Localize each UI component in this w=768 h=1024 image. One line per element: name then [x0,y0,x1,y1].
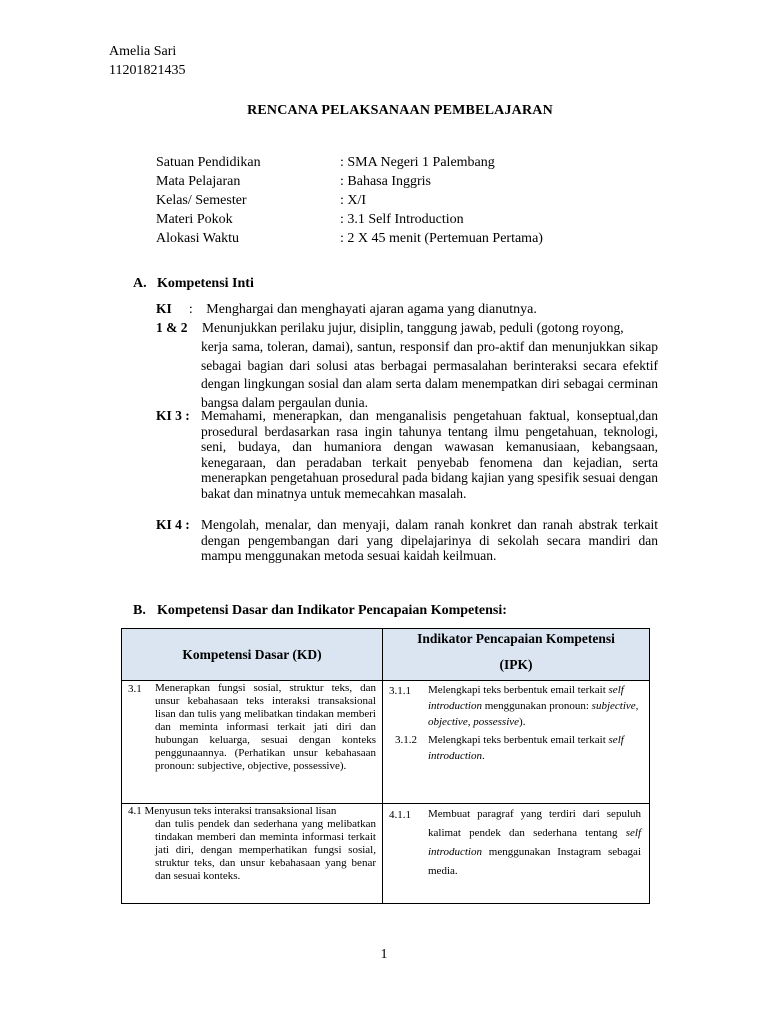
identity-row [156,191,543,210]
ipk-text: Melengkapi teks berbentuk email terkait [428,734,606,746]
identity-row [156,153,543,172]
ki4-text: Mengolah, menalar, dan menyaji, dalam ranah konkret dan ranah abstrak terkait dengan pengembangan dari yang dipelajarinya di sekolah secara mandiri dan mampu menggunakan metoda sesuai kaidah keilmuan. [201,517,658,564]
ipk-italic: self introduction [428,684,624,712]
section-a-heading [133,276,254,292]
author-name: Amelia Sari [109,44,177,59]
ipk-text: . [481,750,485,762]
ki3-colon: : [185,408,190,423]
identity-label: Mata Pelajaran [156,174,241,189]
ipk-cell-1 [383,681,650,804]
kd-first-line [128,805,376,818]
author-id: 11201821435 [109,63,186,78]
header-ipk [383,629,650,681]
kd-text: dan tulis pendek dan sederhana yang melibatkan tindakan memberi dan meminta informasi terkait jati diri, dengan memperhatikan fungsi sosial, struktur teks, dan unsur kebahasaan yang benar dan sesuai konteks. [155,818,376,882]
kd-number: 3.1 [128,683,142,695]
ipk-text: menggunakan pronoun: [484,700,589,712]
ipk-number: 3.1.1 [389,685,411,697]
table-row [122,681,650,804]
ipk-italic: subjective, objective, possessive [428,700,639,728]
kd-ipk-table [121,628,650,904]
kd-text: Menyusun teks interaksi transaksional lisan [144,805,337,817]
ipk-cell-2 [383,804,650,904]
ki3-text: Memahami, menerapkan, dan menganalisis pengetahuan faktual, konseptual,dan prosedural berdasarkan rasa ingin tahunya tentang ilmu pengetahuan, teknologi, seni, budaya, dan humaniora dengan wawasan kemanusiaan, kebangsaan, kenegaraan, dan peradaban terkait penyebab fenomena dan kejadian, serta menerapkan pengetahuan prosedural pada bidang kajian yang spesifik sesuai dengan bakat dan minatnya untuk memecahkan masalah. [201,408,658,501]
ipk-number: 4.1.1 [389,809,411,821]
header-ipk-line1: Indikator Pencapaian Kompetensi [417,631,615,646]
identity-label: Alokasi Waktu [156,231,239,246]
ki4-colon: : [185,517,190,532]
identity-value: : 3.1 Self Introduction [340,212,464,227]
ki4-head [156,517,190,533]
kd-number: 4.1 [128,805,142,817]
identity-label: Materi Pokok [156,212,233,227]
identity-row [156,229,543,248]
kd-text: Menerapkan fungsi sosial, struktur teks, dan unsur kebahasaan teks interaksi transaksional lisan dan tulis yang melibatkan tindakan memberi dan meminta informasi terkait jati diri dan hubungan keluarga, sesuai dengan konteks penggunaannya. (Perhatikan unsur kebahasaan pronoun: subjective, objective, possessive). [155,682,376,772]
section-b-heading [133,603,507,619]
ki12-text-2: Menunjukkan perilaku jujur, disiplin, tanggung jawab, peduli (gotong royong, [202,320,624,335]
identity-value: : 2 X 45 menit (Pertemuan Pertama) [340,231,543,246]
ipk-text: Membuat paragraf yang terdiri dari sepuluh kalimat pendek dan sederhana tentang [428,808,641,839]
section-b-title: Kompetensi Dasar dan Indikator Pencapaian Kompetensi: [157,603,507,618]
identity-value: : X/I [340,193,367,208]
identity-value: : SMA Negeri 1 Palembang [340,155,495,170]
section-b-letter: B. [133,603,146,618]
ki12-text-rest: kerja sama, toleran, damai), santun, responsif dan pro-aktif dan menunjukkan sikap sebagai bagian dari solusi atas berbagai permasalahan berinteraksi secara efektif dengan lingkungan sosial dan alam serta dalam menempatkan diri sebagai cerminan bangsa dalam pergaulan dunia. [201,339,658,410]
ki12-line1 [156,301,537,318]
ipk-text: menggunakan Instagram sebagai media. [428,846,641,877]
section-a-letter: A. [133,276,147,291]
header-kd [122,629,383,681]
kd-cell-2 [122,804,383,904]
ki12-head-2: 1 & 2 [156,320,188,335]
ki3-head [156,408,190,424]
ki12-head: KI [156,301,172,316]
table-row [122,804,650,904]
identity-block [156,153,543,248]
ipk-number: 3.1.2 [395,734,417,746]
ki12-text-1: Menghargai dan menghayati ajaran agama yang dianutnya. [206,302,537,317]
ki12-line2 [156,320,624,336]
identity-row [156,210,543,229]
identity-label: Satuan Pendidikan [156,155,261,170]
kd-cell-1 [122,681,383,804]
identity-row [156,172,543,191]
header-ipk-line2: (IPK) [499,657,533,672]
ki12-colon: : [188,302,193,317]
section-a-title: Kompetensi Inti [157,276,254,291]
table-header-row [122,629,650,681]
header-kd-text: Kompetensi Dasar (KD) [182,647,322,662]
author-block [109,42,185,80]
ipk-italic: self introduction [428,827,641,858]
identity-value: : Bahasa Inggris [340,174,431,189]
identity-label: Kelas/ Semester [156,193,247,208]
document-title: RENCANA PELAKSANAAN PEMBELAJARAN [247,103,553,118]
ki3-label: KI 3 [156,408,182,423]
page-number: 1 [380,947,388,962]
ki4-label: KI 4 [156,517,182,532]
ipk-italic: self introduction [428,734,624,762]
ipk-text: ). [519,716,526,728]
ipk-text: Melengkapi teks berbentuk email terkait [428,684,606,696]
